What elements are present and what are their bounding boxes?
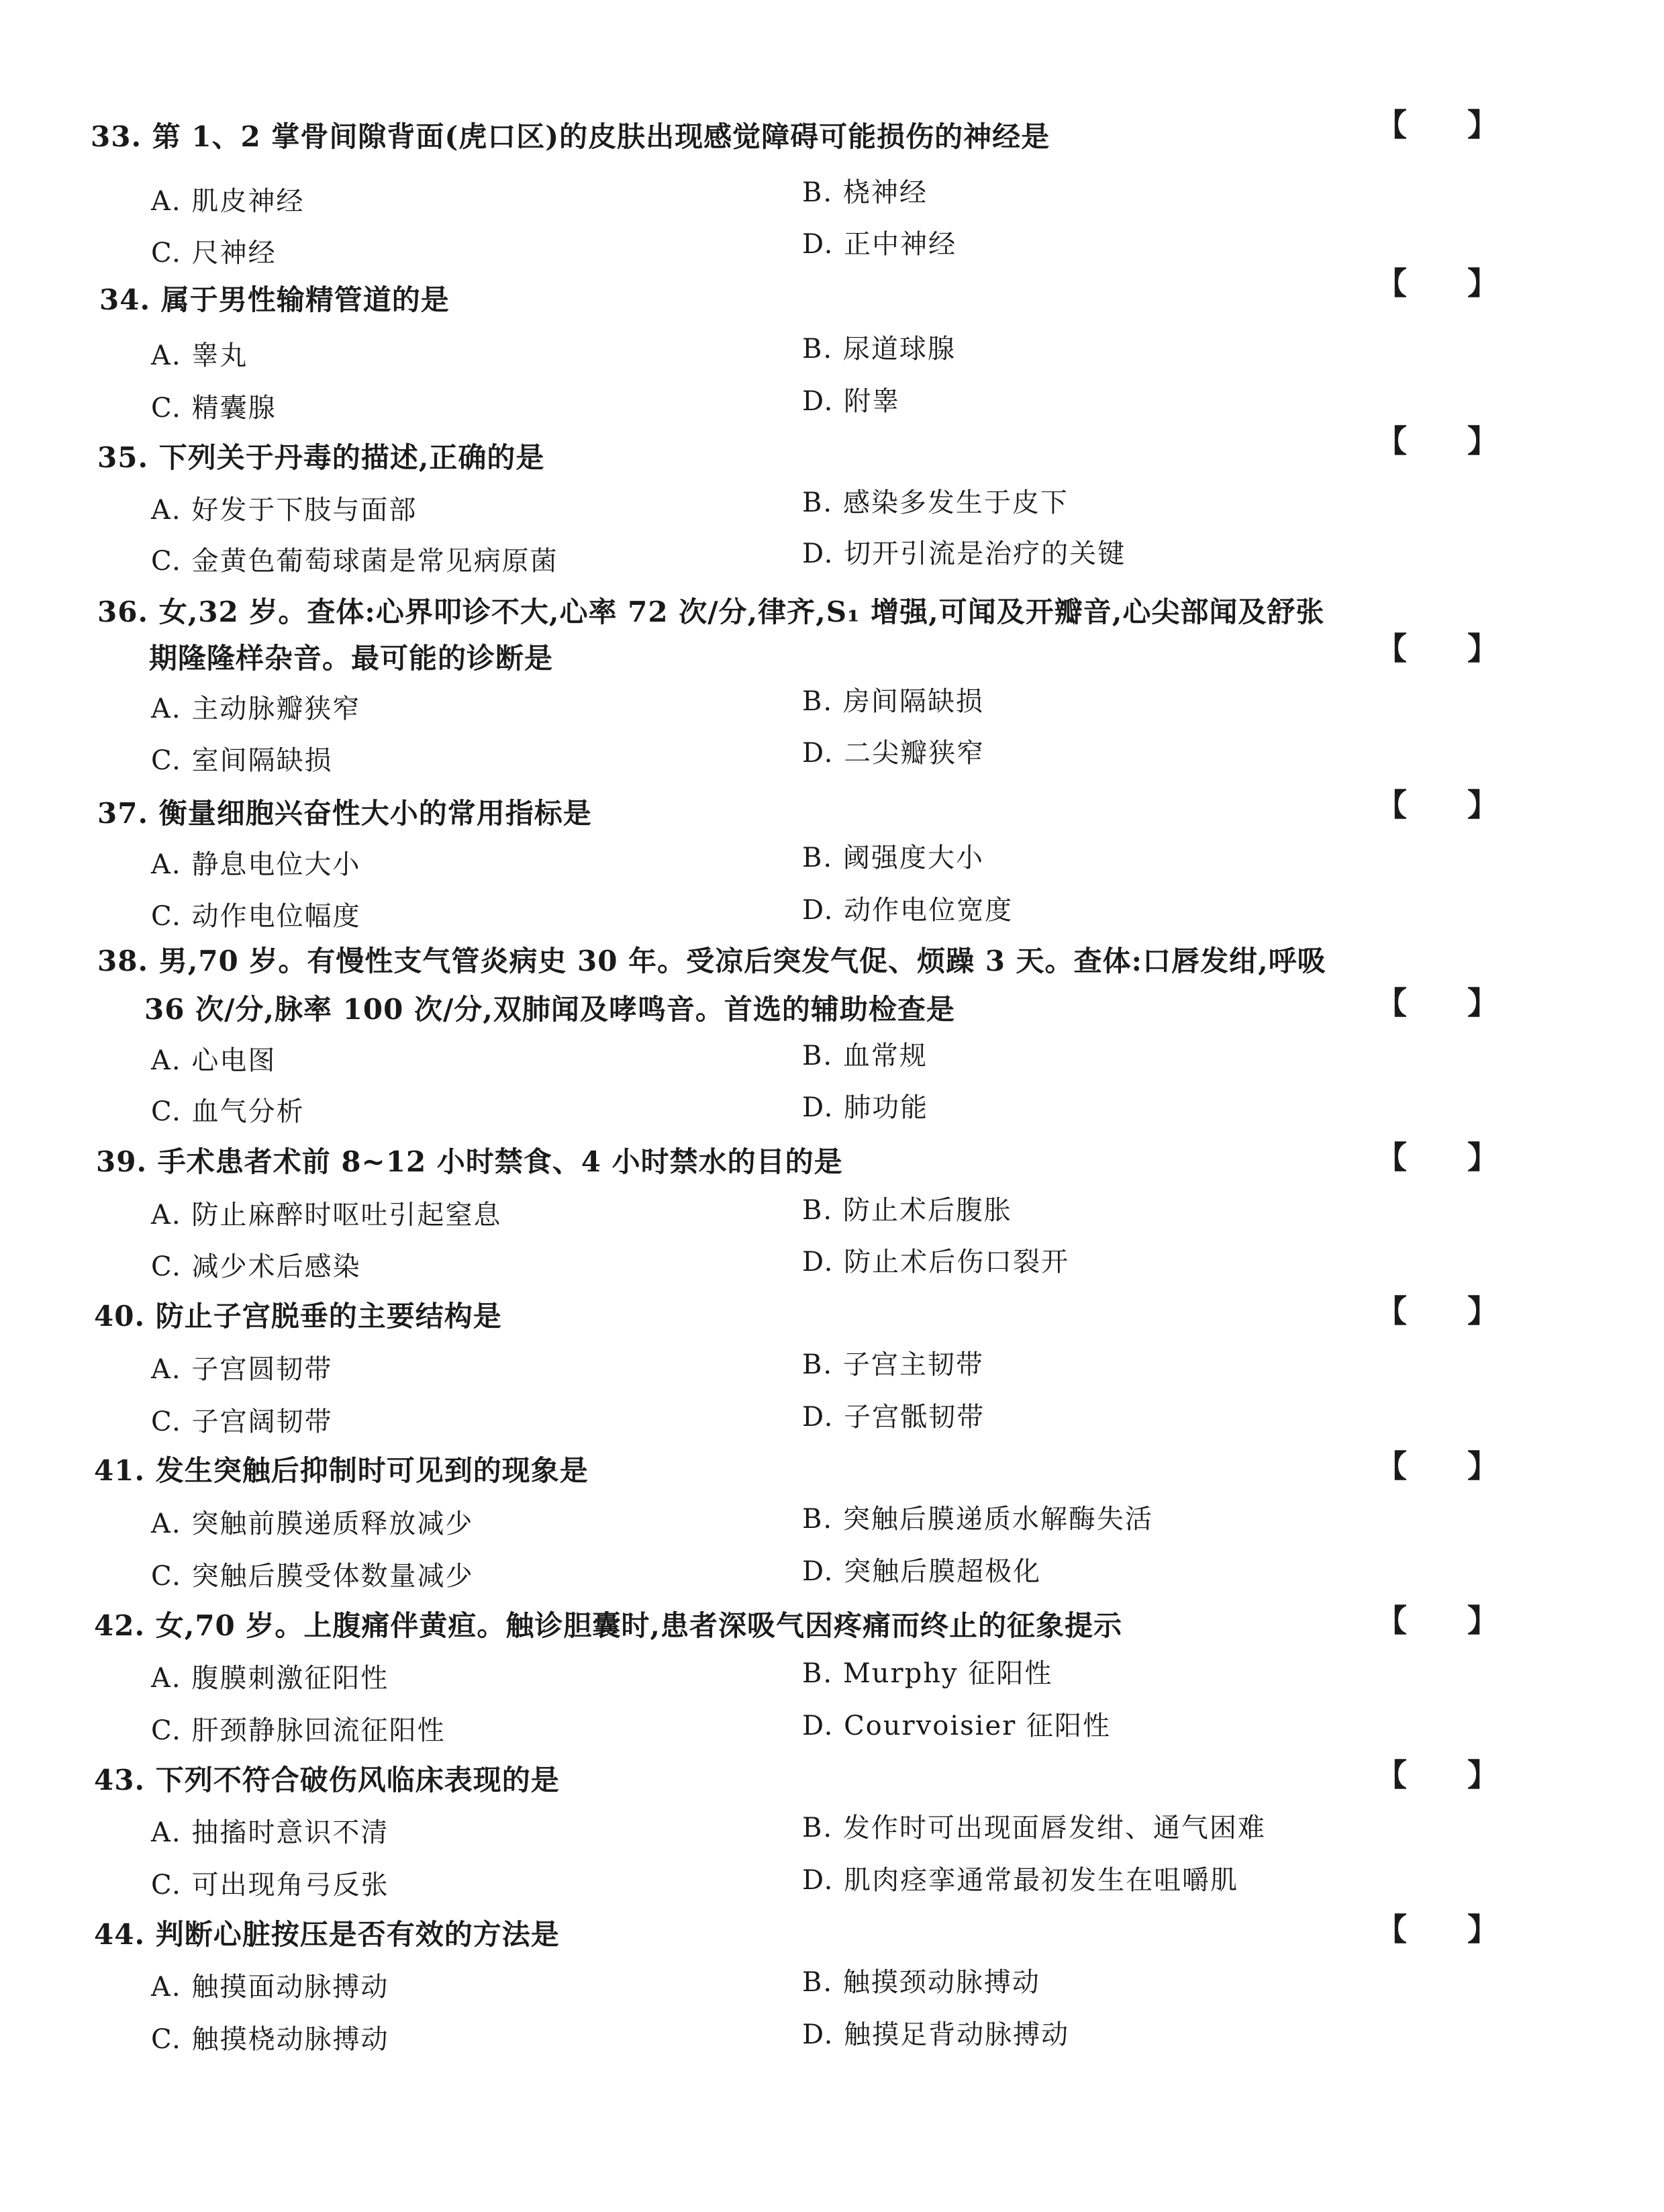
option-b: B. 桡神经 xyxy=(802,177,928,208)
question-stem: 40. 防止子宫脱垂的主要结构是 xyxy=(94,1300,502,1333)
question-stem: 39. 手术患者术前 8~12 小时禁食、4 小时禁水的目的是 xyxy=(96,1145,843,1178)
option-c: C. 血气分析 xyxy=(151,1096,305,1127)
answer-bracket[interactable]: 【 】 xyxy=(1376,1911,1498,1947)
option-c: C. 动作电位幅度 xyxy=(151,901,361,932)
option-b: B. 尿道球腺 xyxy=(802,334,956,365)
option-a: A. 子宫圆韧带 xyxy=(151,1354,333,1385)
answer-bracket[interactable]: 【 】 xyxy=(1376,1602,1498,1639)
option-b: B. 感染多发生于皮下 xyxy=(802,487,1069,518)
option-b: B. 防止术后腹胀 xyxy=(802,1195,1012,1226)
option-b: B. 发作时可出现面唇发绀、通气困难 xyxy=(802,1813,1266,1843)
option-d: D. 正中神经 xyxy=(802,229,957,260)
option-c: C. 减少术后感染 xyxy=(151,1251,361,1282)
option-a: A. 防止麻醉时呕吐引起窒息 xyxy=(151,1200,502,1231)
option-c: C. 触摸桡动脉搏动 xyxy=(151,2024,389,2055)
option-d: D. 子宫骶韧带 xyxy=(802,1402,985,1433)
option-a: A. 抽搐时意识不清 xyxy=(151,1817,389,1848)
question-stem-line-2: 36 次/分,脉率 100 次/分,双肺闻及哮鸣音。首选的辅助检查是 xyxy=(144,993,955,1026)
option-c: C. 子宫阔韧带 xyxy=(151,1406,333,1437)
option-b: B. 阈强度大小 xyxy=(802,843,984,873)
option-d: D. 防止术后伤口裂开 xyxy=(802,1247,1070,1278)
option-c: C. 突触后膜受体数量减少 xyxy=(151,1561,474,1592)
option-d: D. 动作电位宽度 xyxy=(802,895,1014,926)
question-stem: 34. 属于男性输精管道的是 xyxy=(99,283,450,316)
option-a: A. 好发于下肢与面部 xyxy=(151,495,418,526)
answer-bracket[interactable]: 【 】 xyxy=(1376,985,1498,1021)
question-stem-line-1: 36. 女,32 岁。查体:心界叩诊不大,心率 72 次/分,律齐,S₁ 增强,可闻及开瓣音,心尖部闻及舒张 xyxy=(97,595,1325,628)
answer-bracket[interactable]: 【 】 xyxy=(1376,787,1498,823)
question-stem: 44. 判断心脏按压是否有效的方法是 xyxy=(94,1918,560,1951)
option-a: A. 肌皮神经 xyxy=(151,186,305,217)
option-b: B. 血常规 xyxy=(802,1041,928,1071)
answer-bracket[interactable]: 【 】 xyxy=(1376,630,1498,667)
answer-bracket[interactable]: 【 】 xyxy=(1376,423,1498,459)
answer-bracket[interactable]: 【 】 xyxy=(1376,1448,1498,1484)
question-stem: 37. 衡量细胞兴奋性大小的常用指标是 xyxy=(97,797,592,830)
option-a: A. 突触前膜递质释放减少 xyxy=(151,1508,474,1539)
answer-bracket[interactable]: 【 】 xyxy=(1376,107,1498,143)
option-a: A. 触摸面动脉搏动 xyxy=(151,1972,389,2003)
answer-bracket[interactable]: 【 】 xyxy=(1376,1139,1498,1175)
option-d: D. 触摸足背动脉搏动 xyxy=(802,2019,1070,2050)
option-d: D. 附睾 xyxy=(802,386,901,417)
option-d: D. Courvoisier 征阳性 xyxy=(802,1711,1111,1741)
option-c: C. 尺神经 xyxy=(151,238,277,269)
question-stem: 33. 第 1、2 掌骨间隙背面(虎口区)的皮肤出现感觉障碍可能损伤的神经是 xyxy=(91,120,1050,153)
option-b: B. 房间隔缺损 xyxy=(802,686,984,717)
question-stem: 41. 发生突触后抑制时可见到的现象是 xyxy=(94,1454,589,1487)
option-c: C. 肝颈静脉回流征阳性 xyxy=(151,1715,446,1746)
answer-bracket[interactable]: 【 】 xyxy=(1376,1293,1498,1329)
option-d: D. 肌肉痉挛通常最初发生在咀嚼肌 xyxy=(802,1865,1239,1896)
option-a: A. 心电图 xyxy=(151,1045,277,1076)
option-c: C. 室间隔缺损 xyxy=(151,745,333,776)
option-a: A. 睾丸 xyxy=(151,340,248,371)
option-a: A. 主动脉瓣狭窄 xyxy=(151,693,361,724)
question-stem-line-1: 38. 男,70 岁。有慢性支气管炎病史 30 年。受凉后突发气促、烦躁 3 天。查体:口唇发绀,呼吸 xyxy=(97,945,1326,977)
option-b: B. Murphy 征阳性 xyxy=(802,1658,1053,1689)
option-a: A. 静息电位大小 xyxy=(151,849,361,880)
option-d: D. 突触后膜超极化 xyxy=(802,1556,1042,1587)
question-stem: 35. 下列关于丹毒的描述,正确的是 xyxy=(97,441,545,474)
option-b: B. 突触后膜递质水解酶失活 xyxy=(802,1504,1153,1535)
question-stem: 43. 下列不符合破伤风临床表现的是 xyxy=(94,1764,560,1796)
question-stem: 42. 女,70 岁。上腹痛伴黄疸。触诊胆囊时,患者深吸气因疼痛而终止的征象提示 xyxy=(94,1609,1123,1642)
answer-bracket[interactable]: 【 】 xyxy=(1376,265,1498,301)
option-d: D. 肺功能 xyxy=(802,1092,929,1123)
option-b: B. 触摸颈动脉搏动 xyxy=(802,1967,1040,1998)
option-b: B. 子宫主韧带 xyxy=(802,1349,984,1380)
answer-bracket[interactable]: 【 】 xyxy=(1376,1757,1498,1793)
option-c: C. 金黄色葡萄球菌是常见病原菌 xyxy=(151,546,558,577)
option-a: A. 腹膜刺激征阳性 xyxy=(151,1663,389,1694)
option-d: D. 切开引流是治疗的关键 xyxy=(802,538,1126,569)
option-d: D. 二尖瓣狭窄 xyxy=(802,738,985,769)
option-c: C. 精囊腺 xyxy=(151,393,277,424)
option-c: C. 可出现角弓反张 xyxy=(151,1870,389,1901)
question-stem-line-2: 期隆隆样杂音。最可能的诊断是 xyxy=(149,642,554,675)
